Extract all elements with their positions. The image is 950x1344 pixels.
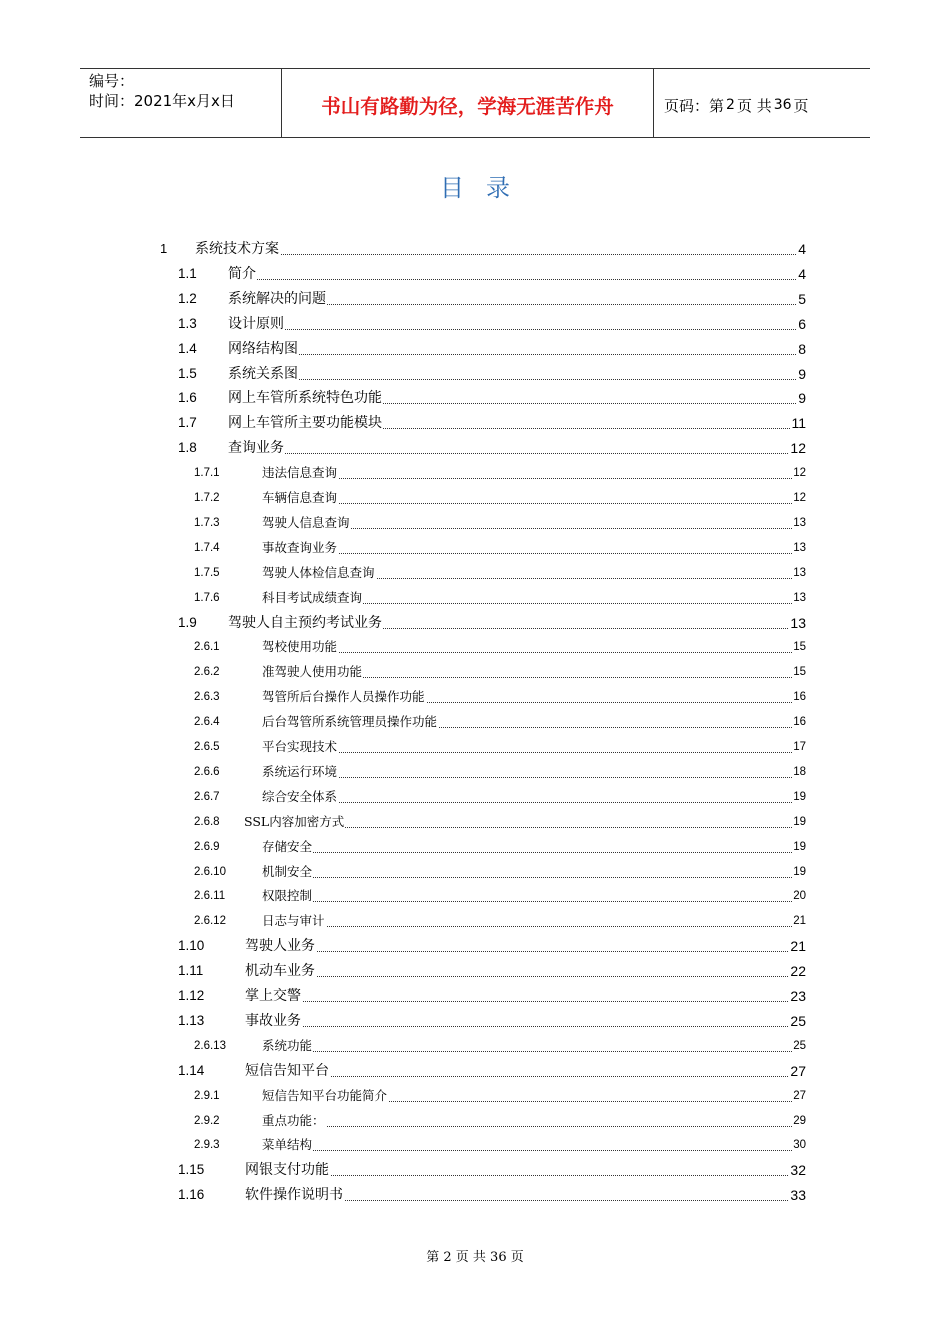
toc-entry-page: 20 [793, 890, 806, 903]
toc-entry-page: 25 [790, 1012, 806, 1029]
toc-entry-label: 网银支付功能 [245, 1162, 329, 1179]
toc-leader-dots [262, 503, 806, 504]
toc-leader-dots [245, 1026, 806, 1027]
toc-entry-label: 驾驶人业务 [245, 938, 315, 955]
toc-entry[interactable] [194, 659, 806, 683]
toc-entry-label: 短信告知平台功能简介 [262, 1087, 388, 1103]
toc-entry-number: 1.4 [178, 340, 197, 356]
toc-entry-label: 存储安全 [262, 838, 313, 854]
toc-entry-label: 机动车业务 [245, 963, 315, 980]
toc-entry-number: 2.6.5 [194, 741, 220, 753]
toc-entry-number: 2.9.1 [194, 1089, 220, 1102]
toc-leader-dots [228, 379, 806, 380]
toc-entry[interactable] [160, 236, 806, 260]
toc-entry-number: 2.9.2 [194, 1114, 220, 1127]
toc-entry-number: 2.6.2 [194, 666, 220, 679]
toc-entry-page: 27 [790, 1062, 806, 1079]
toc-entry-number: 1.7.1 [194, 467, 220, 480]
toc-entry[interactable] [178, 958, 806, 982]
toc-entry-number: 2.6.9 [194, 840, 220, 853]
toc-entry-label: 系统技术方案 [195, 241, 279, 257]
toc-entry[interactable] [194, 535, 806, 559]
toc-entry-page: 22 [790, 963, 806, 980]
doc-code-label: 编号： [89, 72, 135, 90]
toc-leader-dots [245, 1001, 806, 1002]
toc-entry[interactable] [178, 610, 806, 634]
toc-entry[interactable] [178, 435, 806, 459]
toc-leader-dots [262, 852, 806, 853]
doc-date: 时间：2021年x月x日 [89, 92, 235, 110]
page-current: 2 [726, 97, 735, 113]
toc-leader-dots [262, 1051, 806, 1052]
toc-entry[interactable] [178, 261, 806, 285]
toc-entry[interactable] [178, 311, 806, 335]
toc-entry-page: 13 [793, 591, 806, 604]
toc-entry-number: 1.7.5 [194, 566, 220, 579]
toc-entry-number: 2.6.7 [194, 790, 220, 803]
toc-entry[interactable] [178, 336, 806, 360]
toc-leader-dots [262, 877, 806, 878]
toc-entry-label: 短信告知平台 [245, 1062, 329, 1079]
page-total: 36 [773, 97, 792, 113]
toc-entry-label: 系统解决的问题 [228, 290, 326, 307]
toc-entry[interactable] [178, 1157, 806, 1181]
toc-entry-page: 11 [791, 415, 806, 432]
toc-entry[interactable] [178, 983, 806, 1007]
header-motto: 书山有路勤为径，学海无涯苦作舟 [281, 69, 654, 137]
toc-entry-label: 事故业务 [245, 1012, 301, 1029]
toc-entry-page: 30 [793, 1139, 806, 1152]
page-suffix: 页 [793, 96, 809, 115]
toc-entry-label: 驾校使用功能 [262, 639, 338, 655]
toc-entry-label: 网上车管所主要功能模块 [228, 415, 382, 432]
page-header [80, 68, 870, 138]
toc-entry-page: 19 [793, 790, 806, 803]
toc-entry[interactable] [194, 859, 806, 883]
toc-entry-number: 1.11 [178, 963, 204, 979]
toc-entry[interactable] [194, 734, 806, 758]
toc-entry-page: 13 [793, 516, 806, 529]
toc-entry-number: 2.6.6 [194, 765, 220, 778]
toc-entry-label: 简介 [228, 265, 256, 282]
toc-entry-page: 21 [793, 915, 806, 928]
toc-leader-dots [245, 951, 806, 952]
toc-entry-page: 19 [793, 815, 806, 828]
toc-entry[interactable] [194, 1132, 806, 1156]
toc-entry-page: 23 [790, 988, 806, 1004]
toc-entry-number: 1.1 [178, 265, 197, 281]
toc-entry-number: 2.6.11 [194, 890, 226, 903]
toc-entry-label: 科目考试成绩查询 [262, 589, 363, 605]
toc-entry-page: 32 [790, 1162, 806, 1179]
toc-entry-number: 2.6.1 [194, 641, 220, 654]
toc-title: 目录 [440, 174, 532, 202]
toc-entry-number: 1.12 [178, 988, 205, 1003]
toc-entry-page: 5 [798, 290, 806, 307]
toc-entry-number: 1.10 [178, 938, 205, 954]
toc-entry[interactable] [178, 286, 806, 310]
toc-entry[interactable] [178, 361, 806, 385]
toc-entry[interactable] [194, 809, 806, 833]
toc-entry-number: 1.5 [178, 365, 197, 381]
toc-entry-number: 1.2 [178, 290, 197, 306]
header-page-info [654, 69, 870, 137]
toc-entry-page: 19 [793, 840, 806, 853]
toc-entry-page: 19 [793, 865, 806, 878]
toc-leader-dots [262, 553, 806, 554]
page-footer: 第 2 页 共 36 页 [426, 1250, 524, 1265]
toc-entry-label: 系统功能 [262, 1037, 313, 1053]
toc-entry-page: 8 [798, 340, 806, 357]
toc-entry[interactable] [194, 485, 806, 509]
toc-entry[interactable] [178, 385, 806, 409]
toc-leader-dots [262, 1126, 806, 1127]
toc-leader-dots [228, 279, 806, 280]
page-prefix: 页码：第 [664, 96, 725, 115]
toc-entry-page: 16 [793, 716, 806, 729]
toc-entry[interactable] [194, 510, 806, 534]
toc-entry-page: 15 [793, 641, 806, 654]
toc-entry-page: 13 [793, 541, 806, 554]
toc-entry[interactable] [194, 834, 806, 858]
toc-entry-number: 1.3 [178, 315, 197, 331]
toc-leader-dots [262, 752, 806, 753]
toc-entry-label: 驾驶人体检信息查询 [262, 564, 375, 580]
toc-entry-number: 2.6.10 [194, 865, 226, 878]
header-meta [80, 69, 281, 137]
toc-entry-number: 1.7.4 [194, 541, 220, 554]
toc-entry[interactable] [178, 1058, 806, 1082]
toc-leader-dots [228, 354, 806, 355]
toc-entry-label: 车辆信息查询 [262, 490, 338, 505]
toc-entry-number: 1.6 [178, 390, 197, 406]
toc-entry-number: 1.9 [178, 614, 197, 630]
toc-entry[interactable] [194, 709, 806, 733]
toc-leader-dots [262, 652, 806, 653]
toc-entry-label: 平台实现技术 [262, 739, 338, 754]
toc-entry-page: 33 [790, 1187, 806, 1204]
toc-entry-page: 17 [793, 741, 806, 753]
toc-entry[interactable] [194, 560, 806, 584]
toc-entry[interactable] [194, 585, 806, 609]
toc-entry-number: 1.16 [178, 1187, 205, 1203]
toc-entry-number: 2.6.13 [194, 1039, 226, 1052]
toc-leader-dots [245, 976, 806, 977]
toc-entry-label: 准驾驶人使用功能 [262, 664, 363, 680]
toc-leader-dots [228, 453, 806, 454]
toc-entry[interactable] [178, 933, 806, 957]
toc-entry-page: 12 [793, 467, 806, 480]
toc-entry-label: 驾驶人自主预约考试业务 [228, 614, 382, 631]
toc-entry[interactable] [194, 908, 806, 932]
toc-leader-dots [262, 901, 806, 902]
toc-entry-label: 系统关系图 [228, 365, 298, 382]
toc-entry-label: 后台驾管所系统管理员操作功能 [262, 714, 438, 730]
toc-entry-label: 查询业务 [228, 440, 284, 457]
toc-entry-label: 综合安全体系 [262, 788, 338, 804]
toc-entry-label: 驾管所后台操作人员操作功能 [262, 689, 425, 705]
toc-entry[interactable] [194, 684, 806, 708]
toc-leader-dots [262, 802, 806, 803]
toc-entry-page: 15 [793, 666, 806, 679]
toc-entry-number: 1.7 [178, 415, 197, 431]
toc-entry-number: 1.7.2 [194, 492, 220, 504]
toc-entry-label: 软件操作说明书 [245, 1187, 343, 1204]
toc-entry-page: 9 [798, 390, 806, 407]
toc-entry-page: 13 [790, 614, 806, 631]
toc-leader-dots [195, 254, 806, 255]
toc-entry[interactable] [194, 784, 806, 808]
toc-entry-page: 21 [790, 938, 806, 955]
toc-entry-label: 网络结构图 [228, 340, 298, 357]
toc-entry[interactable] [194, 1083, 806, 1107]
toc-entry-number: 1.7.6 [194, 591, 220, 604]
toc-entry-number: 2.6.8 [194, 815, 220, 828]
toc-entry-label: 违法信息查询 [262, 465, 338, 481]
toc-entry-page: 29 [793, 1114, 806, 1127]
toc-entry[interactable] [194, 759, 806, 783]
page-mid: 页 共 [736, 96, 772, 115]
toc-entry-label: SSL内容加密方式 [244, 813, 345, 829]
toc-entry-page: 25 [793, 1039, 806, 1052]
toc-entry-number: 2.6.12 [194, 915, 226, 928]
toc-entry-label: 掌上交警 [245, 988, 301, 1004]
toc-entry-label: 事故查询业务 [262, 539, 338, 555]
toc-entry-page: 18 [793, 765, 806, 778]
toc-entry-page: 13 [793, 566, 806, 579]
toc-entry-number: 2.9.3 [194, 1139, 220, 1152]
toc-entry-page: 4 [798, 265, 806, 282]
toc-leader-dots [262, 1150, 806, 1151]
toc-entry[interactable] [194, 1108, 806, 1132]
toc-entry-page: 9 [798, 365, 806, 382]
toc-entry-page: 6 [798, 315, 806, 332]
toc-leader-dots [262, 777, 806, 778]
toc-entry[interactable] [194, 634, 806, 658]
toc-entry-label: 机制安全 [262, 863, 313, 879]
toc-entry-page: 12 [793, 492, 806, 504]
toc-entry[interactable] [178, 1008, 806, 1032]
toc-entry-label: 权限控制 [262, 888, 313, 904]
toc-entry-number: 1 [160, 241, 168, 256]
toc-leader-dots [262, 926, 806, 927]
toc-entry-number: 1.8 [178, 440, 197, 456]
toc-entry-page: 16 [793, 691, 806, 704]
toc-entry-number: 1.14 [178, 1062, 205, 1078]
toc-entry[interactable] [178, 410, 806, 434]
toc-entry-label: 网上车管所系统特色功能 [228, 390, 382, 407]
toc-entry-label: 系统运行环境 [262, 763, 338, 779]
toc-leader-dots [228, 329, 806, 330]
toc-entry-number: 1.7.3 [194, 516, 220, 529]
toc-entry-number: 2.6.4 [194, 716, 220, 729]
toc-entry[interactable] [194, 1033, 806, 1057]
toc-entry[interactable] [194, 883, 806, 907]
toc-entry-page: 27 [793, 1089, 806, 1102]
toc-entry-page: 12 [790, 440, 806, 457]
toc-leader-dots [262, 478, 806, 479]
toc-entry-label: 驾驶人信息查询 [262, 514, 350, 530]
toc-entry-label: 重点功能： [262, 1112, 325, 1128]
toc-entry-number: 1.15 [178, 1162, 205, 1178]
toc-entry-page: 4 [798, 241, 806, 257]
toc-entry-label: 菜单结构 [262, 1137, 313, 1153]
toc-entry[interactable] [194, 460, 806, 484]
toc-entry-number: 2.6.3 [194, 691, 220, 704]
toc-entry-label: 日志与审计 [262, 913, 325, 929]
toc-entry-number: 1.13 [178, 1012, 205, 1028]
toc-entry-label: 设计原则 [228, 315, 284, 332]
toc-entry[interactable] [178, 1182, 806, 1206]
